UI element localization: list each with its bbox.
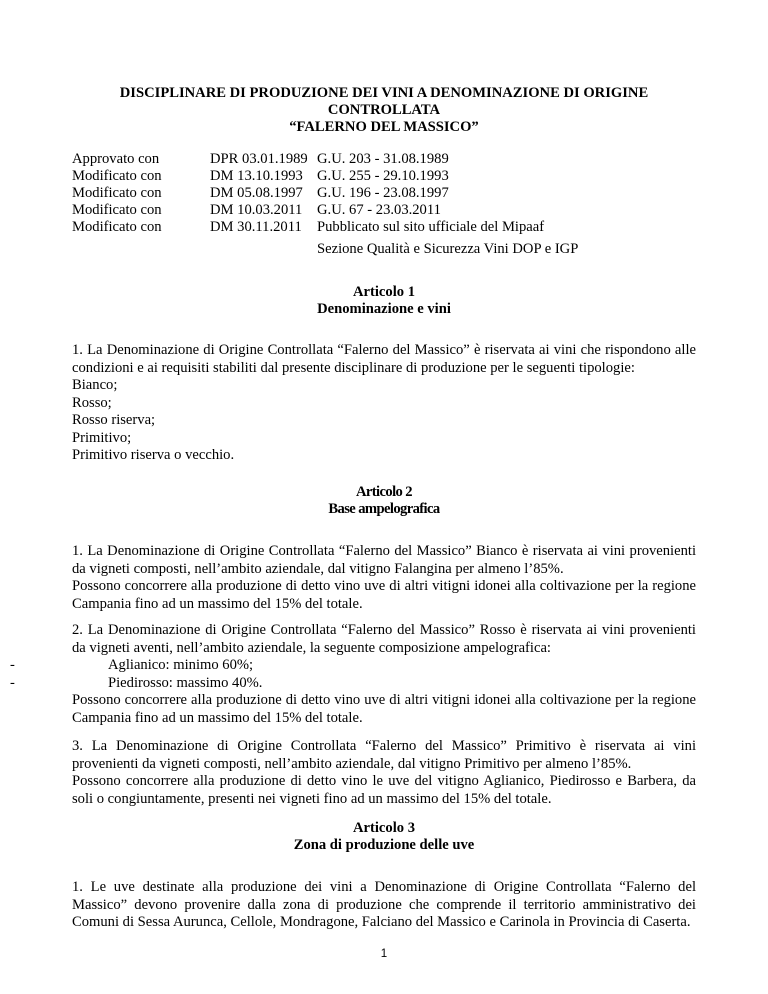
approval-act: DM 30.11.2011 (210, 219, 302, 235)
paragraph: 1. Le uve destinate alla produzione dei vini a Denominazione di Origine Controllata “Falerno del Massico” devono provenire dalla zona di produzione che comprende il territorio amministrativo dei Comuni di Sessa Aurunca, Cellole, Mondragone, Falciano del Massico e Carinola in Provincia di Caserta. (72, 879, 696, 930)
article-title: Zona di produzione delle uve (293, 837, 475, 853)
approval-label: Modificato con (72, 185, 162, 201)
wine-type: Primitivo; (72, 429, 132, 446)
approval-history (72, 151, 696, 258)
paragraph: 3. La Denominazione di Origine Controllata “Falerno del Massico” Primitivo è riservata ai vini provenienti da vigneti composti, nell’ambito aziendale, dal vitigno Primitivo per almeno l’85%. (72, 738, 696, 772)
paragraph: 1. La Denominazione di Origine Controllata “Falerno del Massico” è riservata ai vini che rispondono alle condizioni e ai requisiti stabiliti dal presente disciplinare di produzione per le seguenti tipologie: (72, 342, 696, 376)
approval-ref: Pubblicato sul sito ufficiale del Mipaaf (317, 219, 545, 235)
approval-label: Modificato con (72, 219, 162, 235)
approval-act (210, 241, 317, 258)
article-2-section-2 (10, 622, 696, 727)
article-2-heading (72, 484, 696, 518)
paragraph: 1. La Denominazione di Origine Controllata “Falerno del Massico” Bianco è riservata ai vini provenienti da vigneti composti, nell’ambito aziendale, dal vitigno Falangina per almeno l’85%. (72, 543, 696, 577)
approval-row (72, 151, 696, 168)
article-2-section-3 (72, 738, 696, 808)
approval-label: Approvato con (72, 151, 160, 167)
approval-row (72, 168, 696, 185)
article-number: Articolo 3 (352, 820, 415, 836)
wine-type: Primitivo riserva o vecchio. (72, 447, 235, 463)
approval-row (72, 202, 696, 219)
article-1-body (72, 342, 696, 465)
list-item (10, 674, 696, 693)
list-item (10, 657, 696, 675)
wine-type: Rosso; (72, 394, 112, 411)
article-2-section-1 (72, 543, 696, 613)
approval-act: DM 05.08.1997 (210, 185, 303, 201)
article-title: Base ampelografica (328, 501, 440, 517)
approval-ref: G.U. 203 - 31.08.1989 (317, 151, 449, 167)
approval-ref: G.U. 67 - 23.03.2011 (317, 202, 441, 218)
article-title: Denominazione e vini (317, 301, 451, 317)
approval-act: DM 13.10.1993 (210, 168, 303, 184)
approval-label: Modificato con (72, 168, 162, 184)
wine-type: Rosso riserva; (72, 412, 156, 428)
approval-row (72, 241, 696, 258)
approval-act: DPR 03.01.1989 (210, 151, 308, 167)
page-number: 1 (380, 948, 388, 960)
article-3-body (72, 879, 696, 932)
title-line-2: CONTROLLATA (327, 102, 441, 118)
paragraph: Possono concorrere alla produzione di detto vino le uve del vitigno Aglianico, Piedirosso e Barbera, da soli o congiuntamente, presenti nei vigneti fino ad un massimo del 15% del totale. (72, 773, 696, 807)
approval-label (72, 241, 210, 258)
title-line-3: “FALERNO DEL MASSICO” (289, 119, 479, 135)
paragraph: Possono concorrere alla produzione di detto vino uve di altri vitigni idonei alla coltivazione per la regione Campania fino ad un massimo del 15% del totale. (72, 692, 696, 726)
paragraph: 2. La Denominazione di Origine Controllata “Falerno del Massico” Rosso è riservata ai vini provenienti da vigneti aventi, nell’ambito aziendale, la seguente composizione ampelografica: (72, 622, 696, 656)
wine-type: Bianco; (72, 377, 118, 393)
article-number: Articolo 2 (355, 484, 412, 500)
paragraph: Possono concorrere alla produzione di detto vino uve di altri vitigni idonei alla coltivazione per la regione Campania fino ad un massimo del 15% del totale. (72, 578, 696, 612)
approval-label: Modificato con (72, 202, 162, 218)
article-number: Articolo 1 (352, 284, 415, 300)
approval-ref: Sezione Qualità e Sicurezza Vini DOP e IGP (317, 241, 579, 257)
dash-bullet: - (10, 657, 15, 673)
article-1-heading (72, 284, 696, 318)
list-item-text: Aglianico: minimo 60%; (108, 657, 254, 673)
approval-ref: G.U. 255 - 29.10.1993 (317, 168, 449, 184)
approval-row (72, 219, 696, 241)
approval-act: DM 10.03.2011 (210, 202, 303, 218)
list-item-text: Piedirosso: massimo 40%. (108, 674, 263, 691)
approval-row (72, 185, 696, 202)
title-line-1: DISCIPLINARE DI PRODUZIONE DEI VINI A DENOMINAZIONE DI ORIGINE (119, 85, 649, 101)
dash-bullet: - (10, 674, 15, 691)
document-title (72, 85, 696, 136)
article-3-heading (72, 820, 696, 854)
approval-ref: G.U. 196 - 23.08.1997 (317, 185, 449, 201)
